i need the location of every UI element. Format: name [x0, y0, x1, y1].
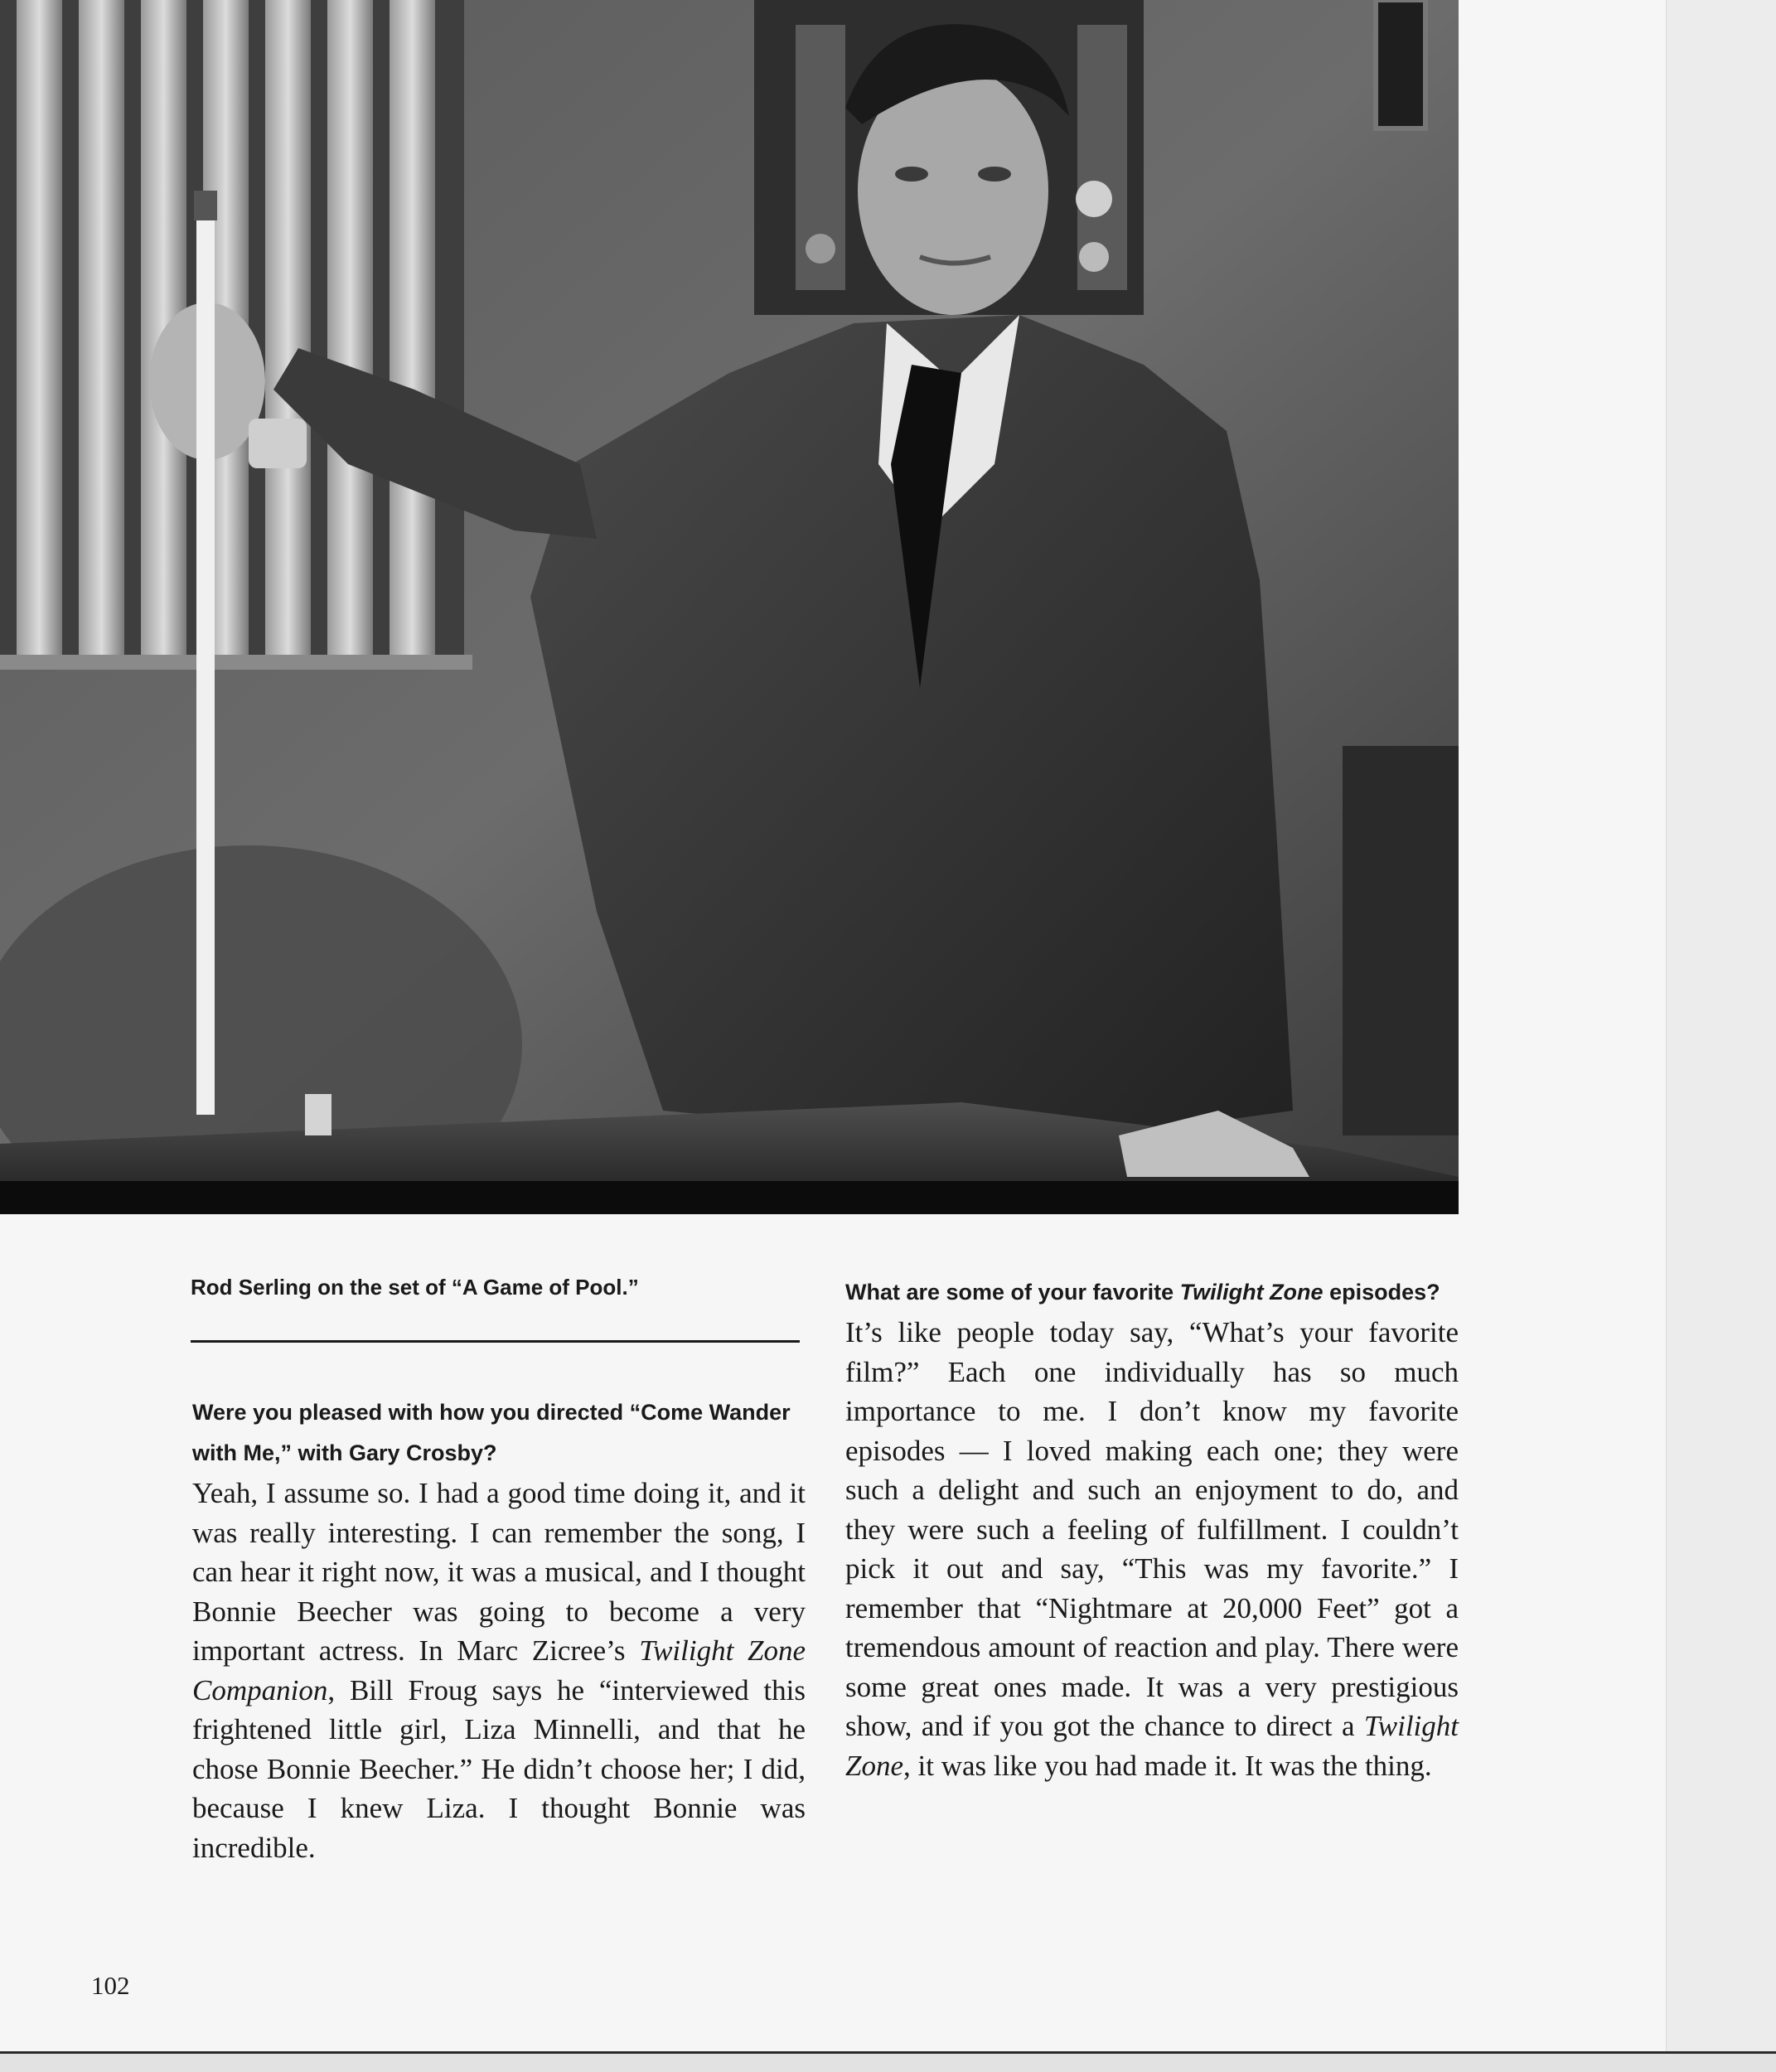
left-column — [192, 1392, 806, 1867]
show-title: Twilight Zone — [1179, 1280, 1324, 1305]
show-title: Twilight Zone — [845, 1710, 1459, 1782]
book-title: Twilight Zone Companion — [192, 1634, 806, 1706]
interview-question-1: Were you pleased with how you directed “Come Wander with Me,” with Gary Crosby? — [192, 1400, 791, 1465]
answer-text: , Bill Froug says he “interviewed this frightened little girl, Liza Minnelli, and that he chose Bonnie Beecher.” He didn’t choose her; I did, because I knew Liza. I thought Bonnie was incredible. — [192, 1673, 806, 1864]
page-number: 102 — [91, 1971, 130, 2000]
question-text: episodes? — [1323, 1280, 1440, 1305]
answer-text: , it was like you had made it. It was the thing. — [903, 1749, 1432, 1782]
interview-question-2 — [845, 1272, 1459, 1313]
photo — [0, 0, 1459, 1214]
scanner-bottom-margin — [0, 2054, 1776, 2072]
photo-illustration — [0, 0, 1459, 1214]
interview-answer-2 — [845, 1313, 1459, 1785]
answer-text: Yeah, I assume so. I had a good time doing it, and it was really interesting. I can remember the song, I can hear it right now, it was a musical, and I thought Bonnie Beecher was going to become a very important actress. In Marc Zicree’s — [192, 1477, 806, 1667]
right-column — [845, 1272, 1459, 1785]
interview-answer-1 — [192, 1474, 806, 1867]
scanner-margin — [1666, 0, 1776, 2072]
question-text: What are some of your favorite — [845, 1280, 1180, 1305]
caption-divider — [191, 1340, 800, 1343]
photo-caption: Rod Serling on the set of “A Game of Pool.” — [191, 1275, 639, 1300]
answer-text: It’s like people today say, “What’s your favorite film?” Each one individually has so much importance to me. I don’t know my favorite episodes — I loved making each one; they were such a delight and such an enjoyment to do, and they were such a feeling of fulfillment. I couldn’t pick it out and say, “This was my favorite.” I remember that “Nightmare at 20,000 Feet” got a tremendous amount of reaction and play. There were some great ones made. It was a very prestigious show, and if you got the chance to direct a — [845, 1316, 1459, 1742]
